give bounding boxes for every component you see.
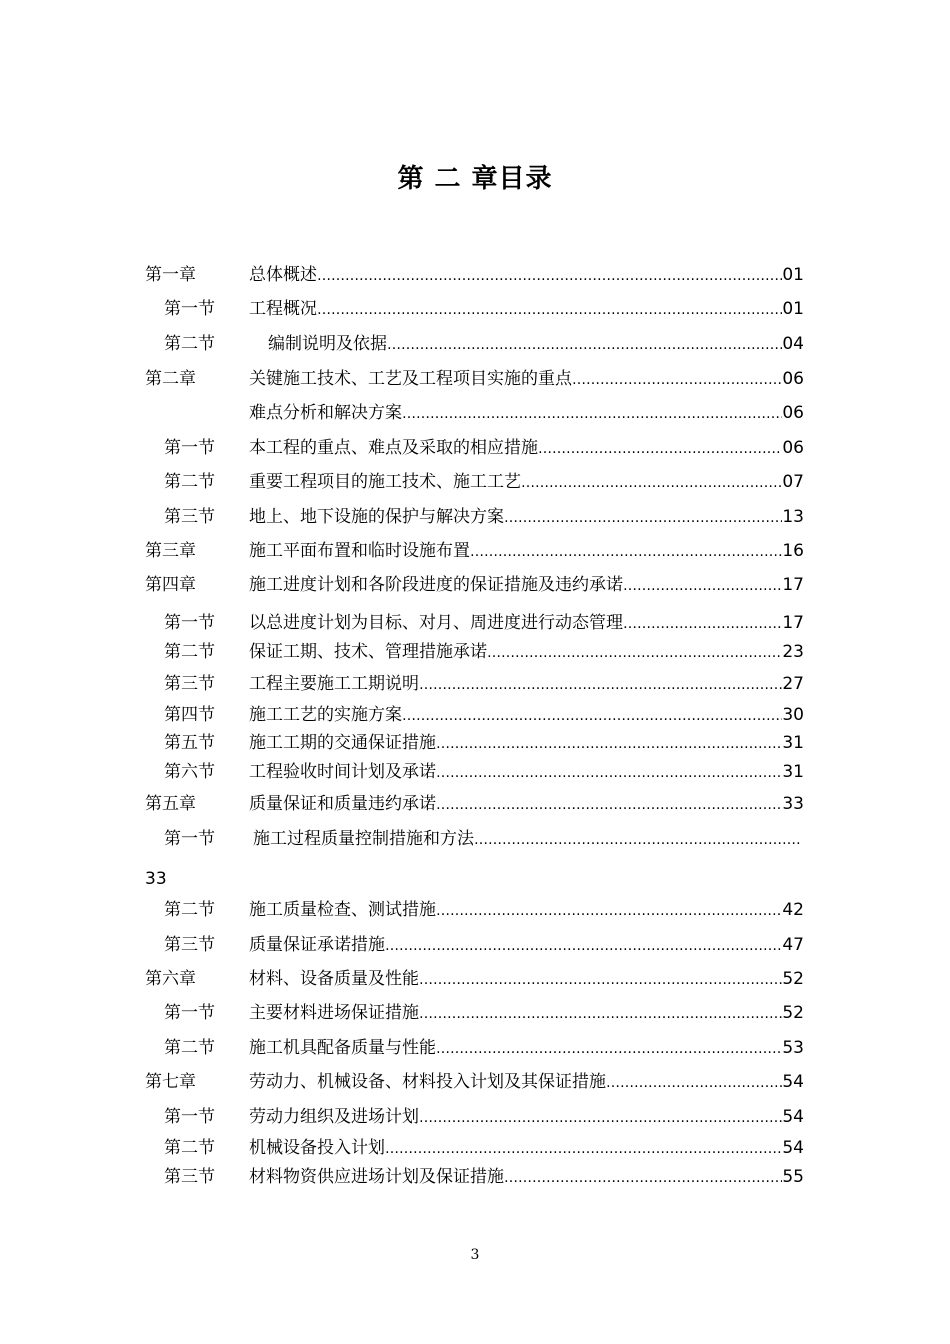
entry-title: 施工质量检查、测试措施: [249, 900, 436, 920]
entry-page: 54: [782, 1072, 804, 1092]
entry-title: 质量保证承诺措施: [249, 935, 385, 955]
section-label: 第二节: [164, 642, 215, 662]
entry-title: 工程概况: [249, 299, 317, 319]
leader-dots: [387, 332, 782, 358]
section-label: 第二节: [164, 472, 215, 492]
entry-title: 难点分析和解决方案: [249, 403, 402, 423]
entry-page: 31: [782, 733, 804, 753]
entry-page: 01: [782, 265, 804, 285]
entry-title: 地上、地下设施的保护与解决方案: [249, 507, 504, 527]
entry-page: 17: [782, 575, 804, 595]
entry-title: 施工工期的交通保证措施: [249, 733, 436, 753]
entry-page: 31: [782, 762, 804, 782]
leader-dots: [487, 640, 782, 666]
entry-title: 施工机具配备质量与性能: [249, 1038, 436, 1058]
toc-entry: [0, 897, 950, 923]
section-label: 第四节: [164, 705, 215, 725]
entry-title: 工程验收时间计划及承诺: [249, 762, 436, 782]
leader-dots: [623, 573, 782, 599]
toc-entry: [0, 966, 950, 992]
entry-title: 施工进度计划和各阶段进度的保证措施及违约承诺: [249, 575, 623, 595]
toc-entry: [0, 826, 950, 852]
entry-title: 总体概述: [249, 265, 317, 285]
entry-page: 17: [782, 613, 804, 633]
leader-dots: [419, 967, 782, 993]
leader-dots: [470, 539, 782, 565]
entry-page: 53: [782, 1038, 804, 1058]
leader-dots: [436, 760, 782, 786]
entry-page: 01: [782, 299, 804, 319]
entry-title: 劳动力组织及进场计划: [249, 1107, 419, 1127]
entry-page: 06: [782, 403, 804, 423]
entry-page: 47: [782, 935, 804, 955]
chapter-label: 第四章: [145, 575, 196, 595]
entry-title: 编制说明及依据: [268, 334, 387, 354]
entry-page: 07: [782, 472, 804, 492]
leader-dots: [436, 792, 782, 818]
toc-title: 第 二 章目录: [397, 164, 553, 194]
entry-title: 材料、设备质量及性能: [249, 969, 419, 989]
section-label: 第二节: [164, 900, 215, 920]
leader-dots: [474, 827, 802, 853]
toc-entry: [0, 538, 950, 564]
leader-dots: [504, 505, 782, 531]
toc-entry: [0, 1135, 950, 1161]
section-label: 第一节: [164, 299, 215, 319]
entry-title: 施工平面布置和临时设施布置: [249, 541, 470, 561]
section-label: 第二节: [164, 1038, 215, 1058]
entry-page: 55: [782, 1167, 804, 1187]
toc-entry: [0, 759, 950, 785]
entry-page: 27: [782, 674, 804, 694]
leader-dots: [538, 436, 782, 462]
entry-page: 16: [782, 541, 804, 561]
leader-dots: [606, 1070, 782, 1096]
toc-entry: [0, 435, 950, 461]
toc-entry: [0, 1069, 950, 1095]
section-label: 第一节: [164, 438, 215, 458]
entry-page: 04: [782, 334, 804, 354]
leader-dots: [504, 1165, 782, 1191]
entry-title: 质量保证和质量违约承诺: [249, 794, 436, 814]
leader-dots: [402, 401, 782, 427]
toc-entry: [0, 1035, 950, 1061]
section-label: 第二节: [164, 1138, 215, 1158]
toc-entry: [0, 366, 950, 392]
section-label: 第一节: [164, 829, 215, 849]
toc-entry: [0, 296, 950, 322]
leader-dots: [419, 672, 782, 698]
section-label: 第三节: [164, 674, 215, 694]
chapter-label: 第三章: [145, 541, 196, 561]
toc-entry: [0, 639, 950, 665]
toc-entry: [0, 400, 950, 426]
section-label: 第一节: [164, 613, 215, 633]
entry-title: 材料物资供应进场计划及保证措施: [249, 1167, 504, 1187]
leader-dots: [572, 367, 782, 393]
leader-dots: [317, 297, 782, 323]
entry-title: 工程主要施工工期说明: [249, 674, 419, 694]
toc-entry: [0, 610, 950, 636]
entry-title: 本工程的重点、难点及采取的相应措施: [249, 438, 538, 458]
leader-dots: [385, 933, 782, 959]
section-label: 第一节: [164, 1107, 215, 1127]
entry-title: 劳动力、机械设备、材料投入计划及其保证措施: [249, 1072, 606, 1092]
leader-dots: [419, 1001, 782, 1027]
page-number: 3: [470, 1247, 480, 1263]
entry-page: 54: [782, 1138, 804, 1158]
chapter-label: 第一章: [145, 265, 196, 285]
section-label: 第一节: [164, 1003, 215, 1023]
toc-entry: [0, 791, 950, 817]
section-label: 第三节: [164, 507, 215, 527]
toc-entry: [0, 262, 950, 288]
entry-page: 52: [782, 969, 804, 989]
section-label: 第五节: [164, 733, 215, 753]
entry-title: 关键施工技术、工艺及工程项目实施的重点: [249, 369, 572, 389]
toc-entry: [0, 469, 950, 495]
entry-title: 施工过程质量控制措施和方法: [253, 829, 474, 849]
leader-dots: [402, 703, 782, 729]
entry-title: 以总进度计划为目标、对月、周进度进行动态管理: [249, 613, 623, 633]
section-label: 第三节: [164, 935, 215, 955]
toc-entry: [0, 730, 950, 756]
toc-entry: [0, 671, 950, 697]
entry-page: 23: [782, 642, 804, 662]
entry-page: 52: [782, 1003, 804, 1023]
leader-dots: [317, 263, 782, 289]
entry-title: 机械设备投入计划: [249, 1138, 385, 1158]
section-label: 第三节: [164, 1167, 215, 1187]
entry-page: 13: [782, 507, 804, 527]
entry-title: 保证工期、技术、管理措施承诺: [249, 642, 487, 662]
toc-entry: [0, 504, 950, 530]
leader-dots: [436, 1036, 782, 1062]
section-label: 第二节: [164, 334, 215, 354]
leader-dots: [385, 1136, 782, 1162]
wrapped-page-number: 33: [145, 869, 167, 889]
toc-entry: [0, 1104, 950, 1130]
entry-page: 06: [782, 438, 804, 458]
leader-dots: [436, 898, 782, 924]
entry-title: 重要工程项目的施工技术、施工工艺: [249, 472, 521, 492]
entry-title: 主要材料进场保证措施: [249, 1003, 419, 1023]
toc-entry: [0, 331, 950, 357]
entry-page: 33: [782, 794, 804, 814]
entry-page: 54: [782, 1107, 804, 1127]
leader-dots: [419, 1105, 782, 1131]
leader-dots: [521, 470, 782, 496]
toc-entry: [0, 702, 950, 728]
entry-title: 施工工艺的实施方案: [249, 705, 402, 725]
leader-dots: [623, 611, 782, 637]
chapter-label: 第七章: [145, 1072, 196, 1092]
chapter-label: 第二章: [145, 369, 196, 389]
toc-entry: [0, 1164, 950, 1190]
chapter-label: 第六章: [145, 969, 196, 989]
entry-page: 06: [782, 369, 804, 389]
toc-entry: [0, 1000, 950, 1026]
toc-entry: [0, 572, 950, 598]
entry-page: 30: [782, 705, 804, 725]
toc-entry: [0, 932, 950, 958]
leader-dots: [436, 731, 782, 757]
chapter-label: 第五章: [145, 794, 196, 814]
section-label: 第六节: [164, 762, 215, 782]
entry-page: 42: [782, 900, 804, 920]
